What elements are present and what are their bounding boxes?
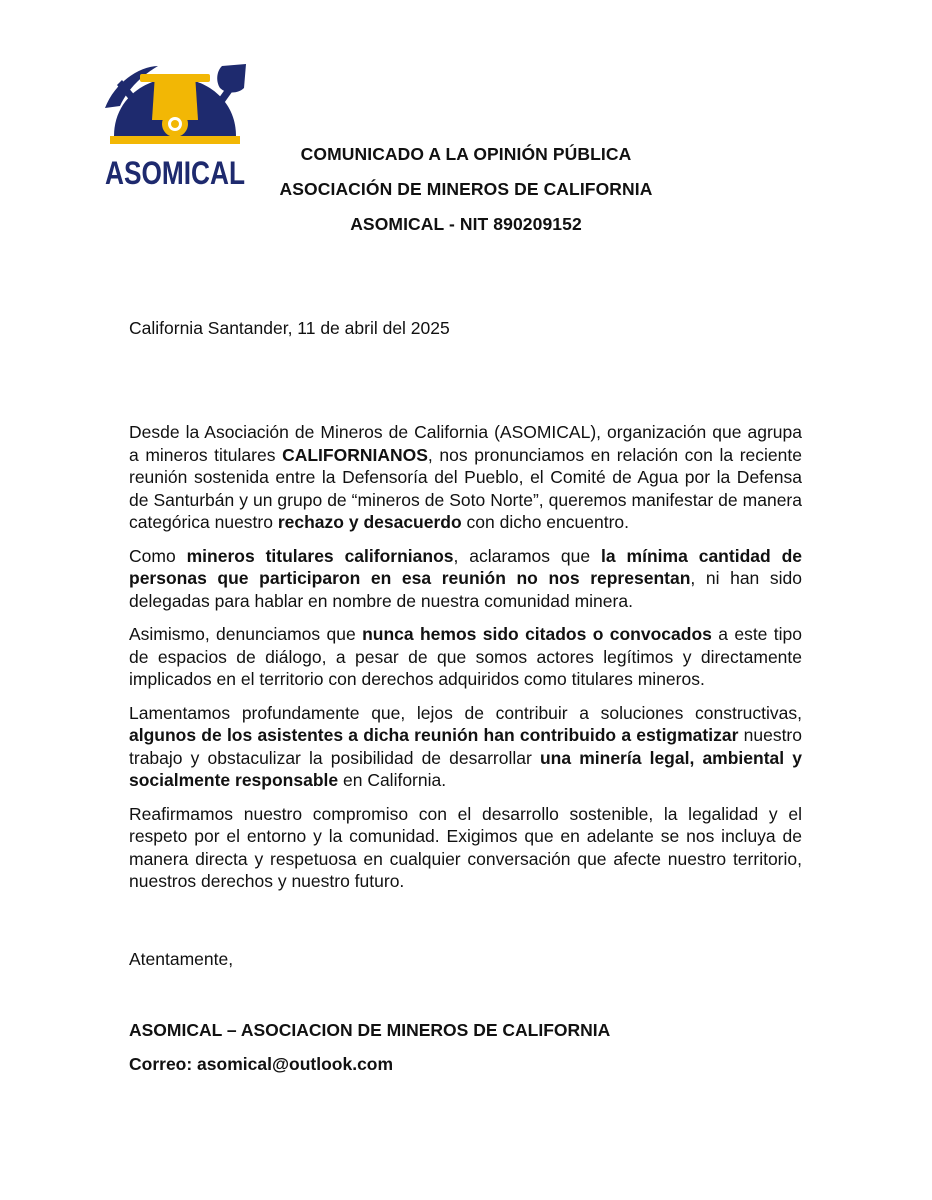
text-span: , nos pronunciamos en relación con la reciente reunión sostenida entre la Defensoría del Pueblo, el Comité de Agua por la Defensa de Santurbán y un grupo de “mineros de Soto Norte”, queremos manifestar de manera categórica nuestro bbox=[129, 444, 802, 532]
asomical-logo bbox=[100, 60, 250, 190]
bold-text: CALIFORNIANOS bbox=[282, 444, 428, 465]
paragraph-1 bbox=[129, 421, 802, 534]
text-span: , ni han sido delegadas para hablar en nombre de nuestra comunidad minera. bbox=[129, 568, 803, 611]
text-span: Desde la Asociación de Mineros de California (ASOMICAL), organización que agrupa a mineros titulares bbox=[129, 422, 802, 465]
paragraph-3 bbox=[129, 623, 802, 691]
signature-organization: ASOMICAL – ASOCIACION DE MINEROS DE CALIFORNIA bbox=[129, 1020, 611, 1040]
header-title: COMUNICADO A LA OPINIÓN PÚBLICA bbox=[300, 144, 632, 164]
signature-email: Correo: asomical@outlook.com bbox=[129, 1054, 394, 1074]
text-span: a este tipo de espacios de diálogo, a pesar de que somos actores legítimos y directamente implicados en el territorio con derechos adquiridos como titulares mineros. bbox=[129, 624, 802, 689]
bold-text: una minería legal, ambiental y socialmente responsable bbox=[129, 747, 802, 790]
text-span: nuestro trabajo y obstaculizar la posibilidad de desarrollar bbox=[129, 725, 802, 768]
pickaxe-shovel-miner-helmet-icon bbox=[100, 60, 250, 190]
text-span: Como bbox=[129, 545, 187, 566]
paragraph-4 bbox=[129, 702, 802, 792]
paragraph-5: Reafirmamos nuestro compromiso con el desarrollo sostenible, la legalidad y el respeto por el entorno y la comunidad. Exigimos que en adelante se nos incluya de manera directa y respetuosa en cualquier conversación que afecte nuestro territorio, nuestros derechos y nuestro futuro. bbox=[129, 803, 802, 891]
header-nit: ASOMICAL - NIT 890209152 bbox=[350, 214, 582, 234]
logo-wordmark: ASOMICAL bbox=[105, 155, 245, 191]
document-date: California Santander, 11 de abril del 2025 bbox=[129, 318, 450, 338]
bold-text: nunca hemos sido citados o convocados bbox=[362, 624, 712, 644]
bold-text: algunos de los asistentes a dicha reunión han contribuido a estigmatizar bbox=[129, 725, 739, 745]
text-span: Asimismo, denunciamos que bbox=[129, 624, 363, 644]
closing-salutation: Atentamente, bbox=[129, 949, 234, 969]
paragraph-2 bbox=[129, 545, 802, 613]
bold-text: mineros titulares californianos bbox=[186, 545, 454, 566]
bold-text: la mínima cantidad de personas que participaron en esa reunión no nos representan bbox=[129, 545, 803, 588]
text-span: , aclaramos que bbox=[453, 545, 602, 566]
header-organization: ASOCIACIÓN DE MINEROS DE CALIFORNIA bbox=[279, 179, 653, 199]
text-span: en California. bbox=[338, 770, 447, 790]
text-span: con dicho encuentro. bbox=[461, 512, 630, 532]
bold-text: rechazo y desacuerdo bbox=[277, 512, 462, 532]
document-body bbox=[129, 421, 802, 904]
text-span: Lamentamos profundamente que, lejos de contribuir a soluciones constructivas, bbox=[129, 702, 802, 723]
